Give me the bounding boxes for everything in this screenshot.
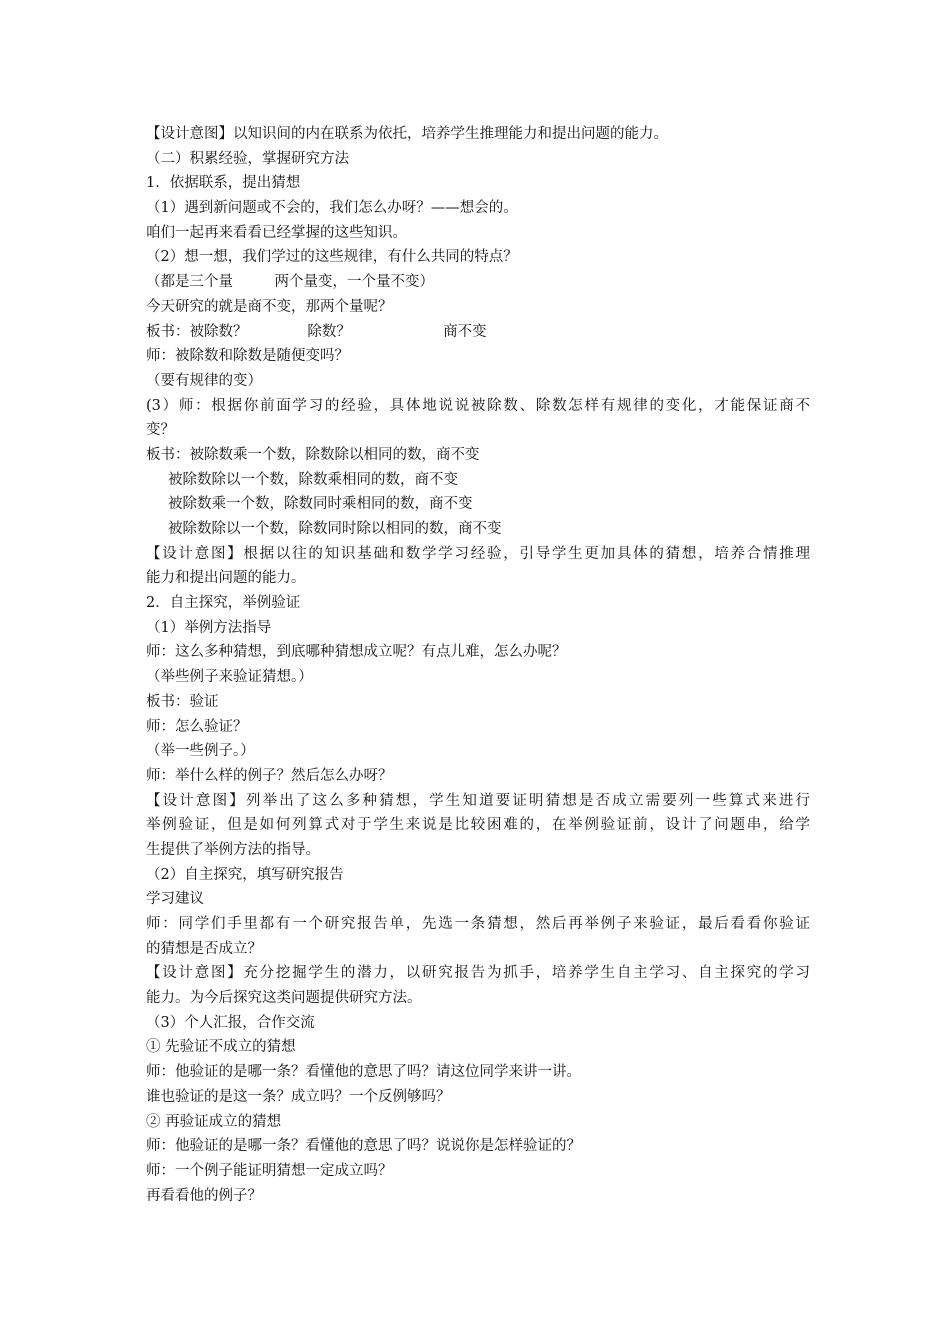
text-line: 板书：被除数乘一个数，除数除以相同的数，商不变 [146,446,480,463]
text-line: 1．依据联系，提出猜想 [146,175,301,192]
text-line: （2）自主探究，填写研究报告 [146,866,344,883]
text-line: 师：举什么样的例子？然后怎么办呀？ [146,767,393,784]
text-line: 【设计意图】充分挖掘学生的潜力，以研究报告为抓手，培养学生自主学习、自主探究的学习 [146,965,810,982]
text-line: 再看看他的例子？ [146,1187,262,1204]
text-line: （二）积累经验，掌握研究方法 [146,150,349,167]
text-line: 举例验证，但是如何列算式对于学生来说是比较困难的，在举例验证前，设计了问题串，给学 [146,817,810,834]
text-line: ② 再验证成立的猜想 [146,1113,282,1130]
text-line: 师：一个例子能证明猜想一定成立吗？ [146,1162,393,1179]
text-line: （1）遇到新问题或不会的，我们怎么办呀？——想会的。 [146,200,518,217]
text-line: (3）师：根据你前面学习的经验，具体地说说被除数、除数怎样有规律的变化，才能保证商不 [146,397,810,414]
text-line: 【设计意图】根据以往的知识基础和数学学习经验，引导学生更加具体的猜想，培养合情推理 [146,545,810,562]
text-line: （举一些例子。） [146,743,255,760]
text-line: 师：被除数和除数是随便变吗？ [146,348,349,365]
text-line: ① 先验证不成立的猜想 [146,1039,296,1056]
text-line: 2．自主探究，举例验证 [146,595,301,612]
text-line: （2）想一想，我们学过的这些规律，有什么共同的特点？ [146,249,518,266]
text-line: 板书：验证 [146,693,219,710]
text-line: 师：这么多种猜想，到底哪种猜想成立呢？有点儿难，怎么办呢？ [146,644,567,661]
text-line: 谁也验证的是这一条？成立吗？一个反例够吗？ [146,1088,451,1105]
document-body [146,122,810,1208]
text-line: （3）个人汇报，合作交流 [146,1014,315,1031]
text-line: 师：他验证的是哪一条？看懂他的意思了吗？说说你是怎样验证的？ [146,1138,581,1155]
text-line: （要有规律的变） [146,372,262,389]
text-line: （1）举例方法指导 [146,619,272,636]
text-line: 今天研究的就是商不变，那两个量呢？ [146,298,393,315]
text-line: 的猜想是否成立？ [146,940,262,957]
text-line: 生提供了举例方法的指导。 [146,841,320,858]
text-line: 被除数除以一个数，除数乘相同的数，商不变 [168,471,458,488]
text-line: 板书：被除数？ 除数？ 商不变 [146,323,487,340]
text-line: （举些例子来验证猜想。） [146,669,313,686]
text-line: 【设计意图】列举出了这么多种猜想，学生知道要证明猜想是否成立需要列一些算式来进行 [146,792,810,809]
text-line: 能力和提出问题的能力。 [146,570,306,587]
text-line: 变？ [146,422,175,439]
text-line: 被除数乘一个数，除数同时乘相同的数，商不变 [168,496,473,513]
text-line: （都是三个量 两个量变，一个量不变） [146,274,434,291]
text-line: 咱们一起再来看看已经掌握的这些知识。 [146,224,407,241]
text-line: 【设计意图】以知识间的内在联系为依托，培养学生推理能力和提出问题的能力。 [146,126,668,142]
text-line: 学习建议 [146,891,204,908]
text-line: 师：同学们手里都有一个研究报告单，先选一条猜想，然后再举例子来验证，最后看看你验证 [146,916,810,932]
text-line: 被除数除以一个数，除数同时除以相同的数，商不变 [168,521,502,537]
text-line: 师：他验证的是哪一条？看懂他的意思了吗？请这位同学来讲一讲。 [146,1064,581,1081]
text-line: 师：怎么验证？ [146,718,248,735]
text-line: 能力。为今后探究这类问题提供研究方法。 [146,990,422,1007]
